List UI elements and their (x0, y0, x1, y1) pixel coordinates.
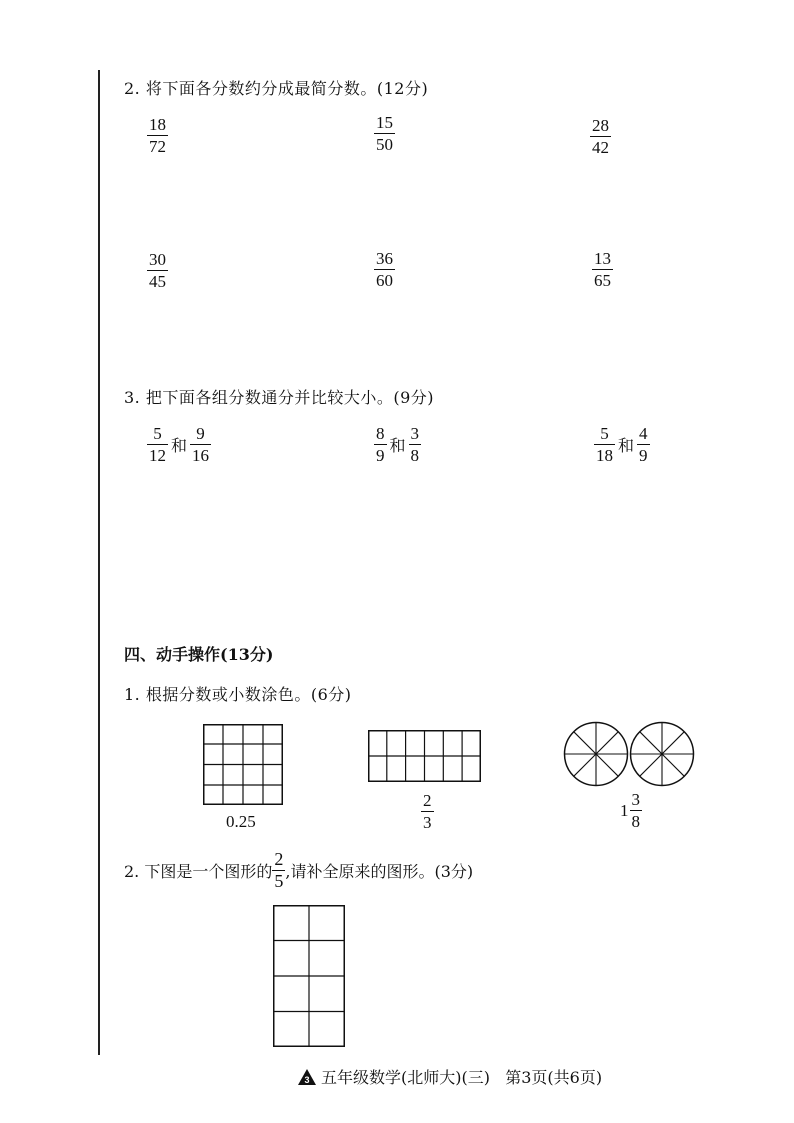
numerator: 36 (376, 249, 393, 268)
denominator: 18 (596, 446, 613, 466)
denominator: 5 (274, 871, 284, 892)
caption-mixed-number (620, 790, 642, 831)
and-word: 和 (618, 436, 635, 456)
circle-left (565, 723, 628, 786)
q3-pair-3 (594, 424, 650, 465)
denominator: 60 (376, 271, 393, 291)
publisher-logo-icon (297, 1068, 317, 1086)
section4-title: 四、动手操作(13分) (124, 645, 274, 664)
binding-margin-line (98, 70, 100, 1055)
numerator: 2 (274, 849, 284, 869)
numerator: 15 (376, 113, 393, 132)
pair-fraction-b (409, 424, 422, 465)
pair-fraction-b (190, 424, 211, 465)
square-grid-4x4 (203, 724, 283, 805)
fraction-bar (421, 811, 434, 812)
fraction-bar (374, 133, 395, 134)
numerator: 28 (592, 116, 609, 135)
denominator: 72 (149, 137, 166, 157)
fraction-bar (590, 136, 611, 137)
fraction-bar (374, 269, 395, 270)
q2-fraction-2 (374, 113, 395, 154)
q2-fraction-4 (147, 250, 168, 291)
numerator: 4 (639, 424, 648, 443)
mixed-fraction (630, 790, 643, 831)
fraction-bar (147, 135, 168, 136)
numerator: 13 (594, 249, 611, 268)
q3-pair-1 (147, 424, 211, 465)
denominator: 45 (149, 272, 166, 292)
q2-fraction-5 (374, 249, 395, 290)
fraction-bar (594, 444, 615, 445)
fraction-bar (190, 444, 211, 445)
fraction-bar (409, 444, 422, 445)
fraction-bar (592, 269, 613, 270)
rectangle-grid-6x2 (368, 730, 481, 782)
q2-fraction-1 (147, 115, 168, 156)
denominator: 65 (594, 271, 611, 291)
fraction-bar (630, 810, 643, 811)
s4-q1-title: 1. 根据分数或小数涂色。(6分) (124, 685, 352, 704)
numerator: 30 (149, 250, 166, 269)
numerator: 18 (149, 115, 166, 134)
numerator: 8 (376, 424, 385, 443)
q3-title: 3. 把下面各组分数通分并比较大小。(9分) (124, 388, 435, 407)
footer-text: 五年级数学(北师大)(三) 第3页(共6页) (321, 1068, 603, 1087)
denominator: 16 (192, 446, 210, 466)
q2-fraction-3 (590, 116, 611, 157)
numerator: 5 (153, 424, 162, 443)
denominator: 9 (639, 446, 648, 466)
pair-fraction-a (594, 424, 615, 465)
and-word: 和 (171, 436, 188, 456)
fraction-bar (637, 444, 650, 445)
and-word: 和 (389, 436, 406, 456)
q2-fraction-6 (592, 249, 613, 290)
numerator: 9 (196, 424, 205, 443)
q2-title: 2. 将下面各分数约分成最简分数。(12分) (124, 79, 429, 98)
mixed-whole: 1 (620, 800, 629, 820)
s4-q2-title (124, 850, 473, 891)
caption-fraction (421, 791, 434, 832)
page-footer (297, 1065, 602, 1088)
partial-figure-grid-2x4 (273, 905, 345, 1047)
pair-fraction-a (374, 424, 387, 465)
circle-right (631, 723, 694, 786)
s4-q2-fraction (272, 850, 285, 891)
numerator: 3 (410, 424, 420, 443)
denominator: 3 (423, 813, 432, 833)
denominator: 42 (592, 138, 609, 158)
s4-q2-suffix: ,请补全原来的图形。(3分) (285, 862, 474, 882)
s4-q2-prefix: 2. 下图是一个图形的 (124, 862, 273, 882)
numerator: 3 (631, 790, 640, 809)
logo-text: 3 (304, 1074, 310, 1085)
pair-fraction-a (147, 424, 168, 465)
denominator: 50 (376, 135, 393, 155)
denominator: 8 (631, 812, 640, 832)
caption-decimal: 0.25 (226, 812, 256, 831)
denominator: 8 (410, 446, 420, 466)
pair-fraction-b (637, 424, 650, 465)
circles-8-sectors (563, 720, 697, 788)
fraction-bar (374, 444, 387, 445)
q3-pair-2 (374, 424, 421, 465)
fraction-bar (147, 270, 168, 271)
fraction-bar (147, 444, 168, 445)
numerator: 2 (423, 791, 432, 810)
numerator: 5 (600, 424, 609, 443)
denominator: 12 (149, 446, 166, 466)
denominator: 9 (376, 446, 385, 466)
